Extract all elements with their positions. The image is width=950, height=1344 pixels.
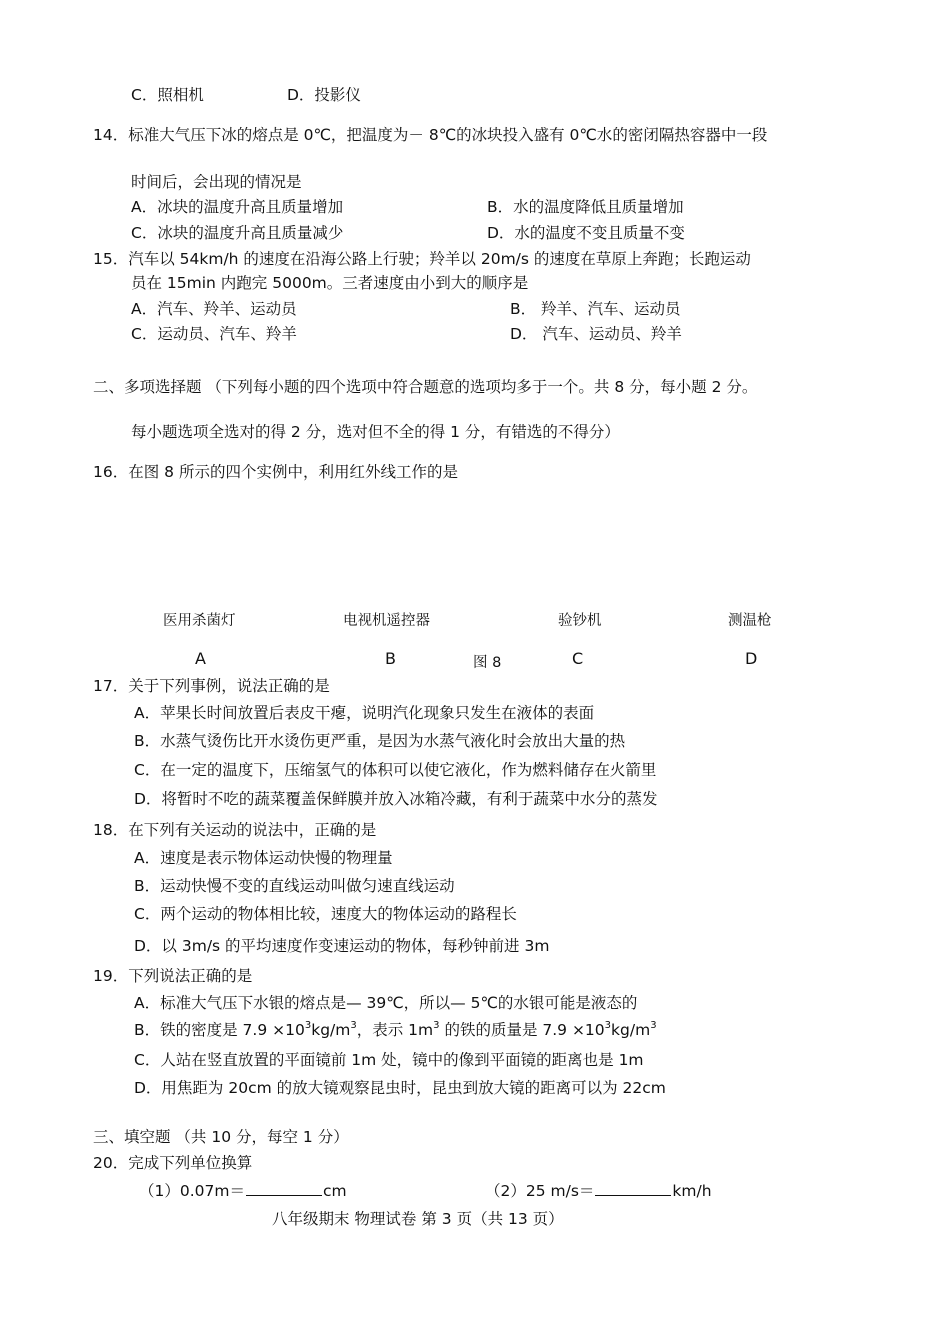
section2-scoring-note: 每小题选项全选对的得 2 分，选对但不全的得 1 分，有错选的不得分）: [131, 423, 620, 441]
q14-option-d: D．水的温度不变且质量不变: [487, 224, 685, 242]
q17-option-b: B．水蒸气烫伤比开水烫伤更严重，是因为水蒸气液化时会放出大量的热: [134, 732, 626, 750]
q16-letter-a: A: [195, 649, 206, 668]
q19-option-c: C．人站在竖直放置的平面镜前 1m 处，镜中的像到平面镜的距离也是 1m: [134, 1051, 644, 1069]
q17-option-a: A．苹果长时间放置后表皮干瘪，说明汽化现象只发生在液体的表面: [134, 704, 595, 722]
q15-stem-line1: 15．汽车以 54km/h 的速度在沿海公路上行驶；羚羊以 20m/s 的速度在草原上奔跑；长跑运动: [93, 250, 751, 268]
q15-option-d: D． 汽车、运动员、羚羊: [510, 325, 682, 343]
q19-option-b: B．铁的密度是 $7.9 \times 10^3kg/m^3$，表示 $1m^3$ 的铁的质量是 $7.9 \times 10^3kg/m^3$: [134, 1020, 657, 1039]
q13-option-c: C．照相机: [131, 86, 204, 104]
q16-stem: 16．在图 8 所示的四个实例中，利用红外线工作的是: [93, 463, 458, 481]
q15-option-a: A．汽车、羚羊、运动员: [131, 300, 297, 318]
q20-part2: （2）25 m/s＝ km/h: [485, 1182, 712, 1200]
figure-8-caption: 图 8: [473, 655, 502, 671]
q15-stem-line2: 员在 15min 内跑完 5000m。三者速度由小到大的顺序是: [131, 274, 529, 292]
page-footer: 八年级期末 物理试卷 第 3 页（共 13 页）: [272, 1210, 564, 1228]
q14-stem-line2: 时间后，会出现的情况是: [131, 173, 302, 191]
q17-option-c: C．在一定的温度下，压缩氢气的体积可以使它液化，作为燃料储存在火箭里: [134, 761, 657, 779]
q19-option-d: D．用焦距为 20cm 的放大镜观察昆虫时，昆虫到放大镜的距离可以为 22cm: [134, 1079, 666, 1097]
q16-label-a: 医用杀菌灯: [163, 613, 236, 629]
q18-stem: 18．在下列有关运动的说法中，正确的是: [93, 821, 377, 839]
q14-stem-line1: 14．标准大气压下冰的熔点是 0℃，把温度为－ 8℃的冰块投入盛有 0℃水的密闭隔热容器中一段: [93, 126, 768, 144]
q18-option-d: D．以 3m/s 的平均速度作变速运动的物体，每秒钟前进 3m: [134, 937, 550, 955]
q20-part1-answer-blank[interactable]: [246, 1181, 322, 1196]
q20-stem: 20．完成下列单位换算: [93, 1154, 253, 1172]
q17-option-d: D．将暂时不吃的蔬菜覆盖保鲜膜并放入冰箱冷藏，有利于蔬菜中水分的蒸发: [134, 790, 658, 808]
q16-label-d: 测温枪: [728, 613, 772, 629]
q16-letter-b: B: [385, 649, 396, 668]
q16-label-c: 验钞机: [558, 613, 602, 629]
section2-heading: 二、多项选择题 （下列每小题的四个选项中符合题意的选项均多于一个。共 8 分，每小题 2 分。: [93, 378, 758, 396]
q18-option-b: B．运动快慢不变的直线运动叫做匀速直线运动: [134, 877, 455, 895]
q20-part2-answer-blank[interactable]: [595, 1181, 671, 1196]
q19-stem: 19．下列说法正确的是: [93, 967, 253, 985]
q14-option-a: A．冰块的温度升高且质量增加: [131, 198, 344, 216]
q18-option-a: A．速度是表示物体运动快慢的物理量: [134, 849, 393, 867]
q16-label-b: 电视机遥控器: [343, 613, 430, 629]
q20-part1: （1）0.07m＝ cm: [139, 1182, 347, 1200]
q15-option-b: B． 羚羊、汽车、运动员: [510, 300, 681, 318]
q19-option-a: A．标准大气压下水银的熔点是— 39℃，所以— 5℃的水银可能是液态的: [134, 994, 638, 1012]
q14-option-c: C．冰块的温度升高且质量减少: [131, 224, 344, 242]
q14-option-b: B．水的温度降低且质量增加: [487, 198, 684, 216]
q18-option-c: C．两个运动的物体相比较，速度大的物体运动的路程长: [134, 905, 517, 923]
q16-letter-c: C: [572, 649, 584, 668]
q13-option-d: D．投影仪: [287, 86, 361, 104]
q17-stem: 17．关于下列事例，说法正确的是: [93, 677, 330, 695]
q16-letter-d: D: [745, 649, 758, 668]
q15-option-c: C．运动员、汽车、羚羊: [131, 325, 297, 343]
section3-heading: 三、填空题 （共 10 分，每空 1 分）: [93, 1128, 349, 1146]
